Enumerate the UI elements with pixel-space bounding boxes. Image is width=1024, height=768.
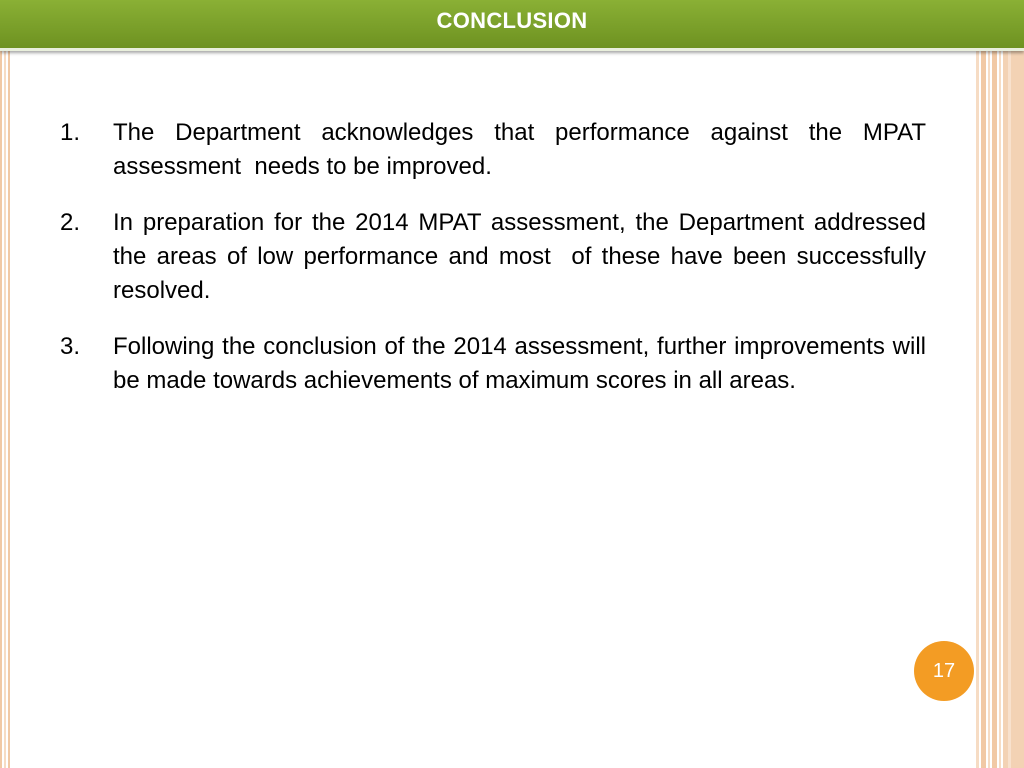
left-decorative-stripe	[4, 0, 6, 768]
right-decorative-stripe	[1008, 0, 1011, 768]
list-item-text: The Department acknowledges that performance against the MPAT assessment needs to be improved.	[113, 119, 940, 180]
right-decorative-stripe	[992, 0, 997, 768]
list-item-number: 3.	[60, 333, 81, 360]
right-decorative-stripe	[1003, 0, 1024, 768]
list-item-number: 2.	[60, 209, 81, 236]
right-decorative-stripe	[988, 0, 990, 768]
list-item-text: Following the conclusion of the 2014 assessment, further improvements will be made towards achievements of maximum scores in all areas.	[113, 333, 933, 394]
page-number: 17	[932, 659, 956, 682]
right-decorative-stripe	[999, 0, 1001, 768]
right-decorative-stripe	[976, 0, 979, 768]
left-decorative-stripe	[8, 0, 10, 768]
left-decorative-stripe	[0, 0, 2, 768]
right-decorative-stripe	[981, 0, 986, 768]
conclusion-list	[60, 116, 940, 420]
list-item-text: In preparation for the 2014 MPAT assessment, the Department addressed the areas of low performance and most of these have been successfully resolved.	[113, 209, 933, 304]
list-item	[60, 330, 933, 398]
list-item	[60, 116, 940, 184]
slide-title: CONCLUSION	[436, 8, 588, 33]
page-number-badge	[914, 641, 974, 701]
title-bar	[0, 0, 1024, 51]
list-item-number: 1.	[60, 119, 81, 146]
list-item	[60, 206, 933, 308]
